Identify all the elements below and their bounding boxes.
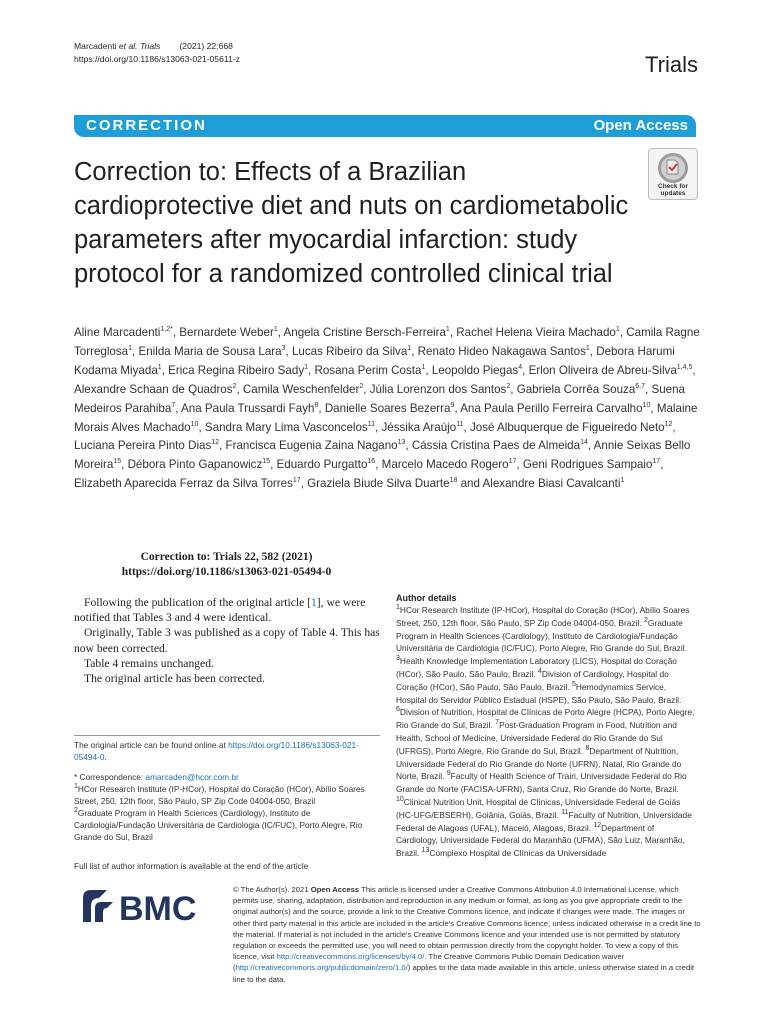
footnote-divider	[74, 735, 380, 736]
reference-link[interactable]: 1	[311, 596, 317, 609]
body-paragraph-4: The original article has been corrected.	[84, 672, 265, 686]
author	[74, 439, 219, 452]
cfu-line2: updates	[660, 190, 686, 197]
author-affiliation: 15	[262, 458, 271, 466]
author-name: Eduardo Purgatto	[276, 458, 368, 472]
aff1-num: 1	[74, 783, 78, 791]
author-name: Erlon Oliveira de Abreu-Silva	[528, 363, 677, 377]
full-author-info-note: Full list of author information is available at the end of the article	[74, 861, 309, 871]
author-name: Angela Cristine Bersch-Ferreira	[283, 326, 446, 339]
detail-affiliation-num: 6	[396, 706, 400, 714]
author-affiliation: 1	[157, 363, 162, 371]
correction-note	[74, 550, 379, 580]
author-name: Francisca Eugenia Zaina Nagano	[225, 439, 398, 453]
author-name: Jéssika Araújo	[381, 420, 457, 434]
detail-affiliation-text: Faculty of Health Science of Trairi, Universidade Federal do Rio Grande do Norte (FACISA-UFRN), Santa Cruz, Rio Grande do Norte, Brazil.	[396, 771, 687, 795]
author-name: Débora Pinto Gapanowicz	[127, 458, 263, 472]
correspondence-label: * Correspondence:	[74, 772, 146, 782]
author-affiliation: 1	[128, 345, 133, 353]
author-affiliation: 10	[642, 401, 651, 409]
author-affiliation: 17	[652, 458, 661, 466]
author-name: Gabriela Corrêa Souza	[516, 382, 636, 396]
detail-affiliation-text: Division of Cardiology, Hospital do Coração (HCor), São Paulo, São Paulo, Brazil.	[396, 668, 669, 692]
detail-affiliation-text: Post-Graduation Program in Food, Nutrition and Health, School of Medicine, Universidade Federal do Rio Grande do Sul (UFRGS), Porto Alegre, Rio Grande do Sul, Brazil.	[396, 720, 677, 756]
correspondence-email[interactable]: amarcaden@hcor.com.br	[145, 772, 239, 782]
detail-affiliation-num: 7	[495, 719, 500, 727]
detail-affiliation-num: 1	[396, 604, 400, 612]
author	[456, 326, 620, 339]
author	[381, 421, 463, 434]
author-name: Aline Marcadenti	[74, 326, 161, 339]
body-text	[74, 595, 380, 686]
footnote-affiliation-2	[74, 807, 380, 843]
author	[139, 345, 286, 358]
running-header	[74, 40, 240, 66]
original-article-link[interactable]: https://doi.org/10.1186/s13063-021-05494-0	[74, 740, 359, 762]
author-affiliation: 11	[456, 420, 464, 428]
license-statement	[233, 884, 701, 985]
author-name: Alexandre Biasi Cavalcanti	[482, 477, 621, 491]
detail-affiliation-num: 13	[421, 847, 430, 855]
check-for-updates-icon	[658, 153, 688, 183]
author-name: Ana Paula Perillo Ferreira Carvalho	[460, 401, 643, 415]
detail-affiliation-num: 3	[396, 655, 400, 663]
detail-affiliation-text: Department of Nutrition, Universidade Federal do Rio Grande do Norte (UFRN), Natal, Rio Grande do Norte, Brazil.	[396, 745, 682, 782]
detail-affiliation-num: 2	[644, 617, 648, 624]
author-name: Bernardete Weber	[179, 326, 274, 339]
detail-affiliation-text: Department of Cardiology, Universidade Federal do Maranhão (UFMA), São Luiz, Maranhão, Brazil.	[396, 822, 685, 859]
author-affiliation: 16	[367, 458, 376, 466]
detail-affiliation-text: Division of Nutrition, Hospital de Clínicas de Porto Alegre (HCPA), Porto Alegre, Rio Grande do Sul, Brazil.	[396, 707, 695, 731]
license-copyright: © The Author(s). 2021	[233, 885, 311, 894]
author-list: Aline Marcadenti$^{1,2*}$, Bernardete Weber$^1$, Angela Cristine Bersch-Ferreira$^1$, Rachel Helena Vieira Machado$^1$, Camila Ragne Torreglosa$^1$, Enilda Maria de Sousa Lara$^3$, Lucas Ribeiro da Silva$^1$, Renato Hideo Nakagawa Santos$^1$, Debora Harumi Kodama Miyada$^1$, Erica Regina Ribeiro Sady$^1$, Rosana Perim Costa$^1$, Leopoldo Piegas$^4$, Erlon Oliveira de Abreu-Silva$^{1,4,5}$, Alexandre Schaan de Quadros$^2$, Camila Weschenfelder$^2$, Júlia Lorenzon dos Santos$^2$, Gabriela Corrêa Souza$^{6,7}$, Suena Medeiros Parahiba$^7$, Ana Paula Trussardi Fayh$^8$, Danielle Soares Bezerra$^9$, Ana Paula Perillo Ferreira Carvalho$^{10}$, Malaine Morais Alves Machado$^{10}$, Sandra Mary Lima Vasconcelos$^{11}$, Jéssika Araújo$^{11}$, José Albuquerque de Figueiredo Neto$^{12}$, Luciana Pereira Pinto Dias$^{12}$, Francisca Eugenia Zaina Nagano$^{13}$, Cássia Cristina Paes de Almeida$^{14}$, Annie Seixas Bello Moreira$^{15}$, Débora Pinto Gapanowicz$^{15}$, Eduardo Purgatto$^{16}$, Marcelo Macedo Rogero$^{17}$, Geni Rodrigues Sampaio$^{17}$, Elizabeth Aparecida Ferraz da Silva Torres$^{17}$, Graziela Biude Silva Duarte$^{18}$ and Alexandre Biasi Cavalcanti$^1$	[74, 326, 700, 491]
authors-and: and	[460, 477, 480, 491]
author	[460, 402, 650, 415]
author	[483, 477, 625, 490]
header-doi[interactable]: https://doi.org/10.1186/s13063-021-05611-z	[74, 54, 240, 64]
header-etal: et al.	[118, 41, 138, 51]
aff2-text: Graduate Program in Health Sciences (Cardiology), Instituto de Cardiologia/Fundação Universitária de Cardiologia (IC/FUC), Porto Alegre, Rio Grande do Sul, Brazil	[74, 808, 363, 842]
detail-affiliation-text: Faculty of Nutrition, Universidade Federal de Alagoas (UFAL), Maceió, Alagoas, Brazil.	[396, 809, 692, 833]
aff2-num: 2	[74, 807, 78, 815]
author-name: Luciana Pereira Pinto Dias	[74, 439, 212, 453]
author	[325, 402, 455, 415]
author-affiliation: 1	[445, 326, 450, 334]
body-paragraph-2: Originally, Table 3 was published as a copy of Table 4. This has now been corrected.	[74, 626, 380, 655]
author-affiliation: 8	[314, 401, 319, 409]
author	[470, 421, 672, 434]
body-p1-b: ], we were notified that Tables 3 and 4 were identical.	[74, 596, 366, 625]
author-name: Ana Paula Trussardi Fayh	[181, 401, 315, 415]
author-affiliation: 9	[450, 401, 455, 409]
header-journal: Trials	[139, 41, 161, 51]
detail-affiliation-text: Health Knowledge Implementation Laboratory (LICS), Hospital do Coração (HCor), São Paulo, São Paulo, Brazil.	[396, 656, 677, 679]
author-name: José Albuquerque de Figueiredo Neto	[469, 420, 665, 434]
author-affiliation: 4	[518, 363, 523, 371]
author-affiliation: 15	[113, 458, 122, 466]
journal-logo-text: Trials	[645, 52, 698, 77]
detail-affiliation-num: 10	[396, 796, 404, 804]
author-name: Rosana Perim Costa	[314, 363, 422, 377]
author-affiliation: 17	[508, 458, 517, 466]
citation-line	[74, 40, 240, 53]
article-type-banner	[74, 115, 696, 137]
author	[370, 383, 511, 396]
author-affiliation: 1,4,5	[676, 363, 693, 371]
author-name: Cássia Cristina Paes de Almeida	[411, 439, 581, 453]
author	[205, 421, 375, 434]
bmc-logo-icon	[79, 884, 219, 928]
author-affiliation: 12	[664, 420, 673, 428]
author-affiliation: 1	[620, 477, 625, 485]
detail-affiliation-num: 5	[571, 680, 576, 688]
header-citation: (2021) 22:668	[179, 41, 233, 51]
original-suffix: .	[104, 752, 107, 762]
author-name: Júlia Lorenzon dos Santos	[369, 382, 507, 396]
cfu-line1: Check for	[658, 183, 688, 190]
author-affiliation: 1	[304, 363, 309, 371]
author	[74, 477, 301, 490]
license-link-cc0[interactable]: http://creativecommons.org/publicdomain/zero/1.0/	[235, 963, 408, 973]
article-title: Correction to: Effects of a Brazilian cardioprotective diet and nuts on cardiometabolic parameters after myocardial infarction: study protocol for a randomized controlled clinical trial	[74, 158, 629, 288]
author-name: Erica Regina Ribeiro Sady	[168, 363, 305, 377]
correction-citation: Correction to: Trials 22, 582 (2021)	[140, 551, 313, 563]
author-name: Marcelo Macedo Rogero	[381, 458, 509, 472]
bmc-logo-text: BMC	[119, 890, 197, 928]
author-affiliation: 1	[585, 345, 590, 353]
correction-doi[interactable]: https://doi.org/10.1186/s13063-021-05494-0	[121, 566, 332, 578]
author	[284, 326, 450, 339]
author-name: Sandra Mary Lima Vasconcelos	[204, 420, 368, 434]
author-name: Geni Rodrigues Sampaio	[522, 458, 653, 472]
detail-affiliation-num: 9	[446, 770, 451, 778]
author-affiliation: 1	[407, 345, 412, 353]
author	[292, 345, 411, 358]
author-name: Annie Seixas Bello Moreira	[74, 439, 691, 472]
author-name: Lucas Ribeiro da Silva	[291, 344, 408, 358]
detail-affiliation-text: Complexo Hospital de Clínicas da Universidade	[429, 848, 607, 859]
header-author: Marcadenti	[74, 41, 117, 51]
original-prefix: The original article can be found online at	[74, 740, 229, 750]
author-name: Leopoldo Piegas	[431, 363, 519, 377]
author	[412, 439, 588, 452]
author	[432, 364, 522, 377]
author	[523, 458, 660, 471]
aff1-text: HCor Research Institute (IP-HCor), Hospital do Coração (HCor), Abílio Soares Street, 250, 12th floor, São Paulo, SP Zip Code 04004-050, Brazil	[74, 784, 365, 806]
author-affiliation: 1,2*	[160, 326, 173, 334]
original-article-note	[74, 739, 380, 763]
author-affiliation: 17	[292, 477, 301, 485]
body-paragraph-1	[74, 595, 380, 625]
author	[517, 383, 645, 396]
correspondence-note	[74, 771, 380, 843]
author-affiliation: 2	[359, 382, 364, 390]
author-name: Renato Hideo Nakagawa Santos	[417, 344, 586, 358]
author-name: Debora Harumi Kodama Miyada	[74, 344, 675, 377]
author	[181, 402, 318, 415]
open-access-label: Open Access	[593, 117, 688, 134]
author	[74, 383, 236, 396]
author-affiliation: 13	[397, 439, 406, 447]
author	[128, 458, 271, 471]
author-affiliation: 18	[449, 477, 458, 485]
check-for-updates-badge[interactable]	[648, 148, 698, 200]
author-name: Enilda Maria de Sousa Lara	[138, 344, 282, 358]
license-open-access: Open Access	[310, 885, 360, 894]
author-affiliation: 1	[615, 326, 620, 334]
author	[226, 439, 406, 452]
detail-affiliation-num: 11	[561, 808, 569, 816]
detail-affiliation-text: Graduate Program in Health Sciences (Cardiology), Instituto de Cardiologia/Fundação Universitária de Cardiologia (IC/FUC), Porto Alegre, Rio Grande do Sul, Brazil.	[396, 617, 687, 654]
author-name: Malaine Morais Alves Machado	[74, 401, 698, 434]
author-affiliation: 14	[580, 439, 588, 447]
author-name: Danielle Soares Bezerra	[324, 401, 451, 415]
check-for-updates-text	[649, 183, 697, 197]
detail-affiliation-num: 4	[537, 668, 542, 676]
author-name: Suena Medeiros Parahiba	[74, 382, 685, 415]
correspondence-line	[74, 771, 380, 783]
author	[314, 364, 425, 377]
footnote-affiliation-1	[74, 783, 380, 807]
author	[529, 364, 693, 377]
author-name: Camila Ragne Torreglosa	[74, 326, 700, 358]
article-type-label: CORRECTION	[86, 117, 207, 134]
detail-affiliation-text: HCor Research Institute (IP-HCor), Hospital do Coração (HCor), Abílio Soares Street, 250, 12th floor, São Paulo, SP Zip Code 04004-050, Brazil.	[396, 605, 690, 628]
body-p1-a: Following the publication of the original article [	[84, 596, 311, 609]
author-affiliation: 11	[367, 420, 375, 428]
author	[382, 458, 517, 471]
author	[74, 326, 173, 339]
license-text-2: . The Creative Commons Public Domain Dedication waiver (	[233, 952, 625, 973]
detail-affiliation-text: Clinical Nutrition Unit, Hospital de Clínicas, Universidade Federal de Goiás (HC-UFG/EBSERH), Goiânia, Goiás, Brazil.	[396, 796, 681, 820]
detail-affiliation-num: 8	[585, 744, 590, 752]
author-affiliation: 3	[281, 345, 286, 353]
author-affiliation: 1	[421, 363, 426, 371]
author-name: Rachel Helena Vieira Machado	[456, 326, 616, 339]
detail-affiliation-num: 12	[593, 821, 602, 829]
author-affiliation: 7	[171, 401, 176, 409]
author-affiliation: 1	[273, 326, 278, 334]
author-name: Elizabeth Aparecida Ferraz da Silva Torres	[74, 477, 293, 491]
body-paragraph-3: Table 4 remains unchanged.	[84, 656, 214, 670]
author-affiliation: 2	[506, 382, 511, 390]
author-name: Graziela Biude Silva Duarte	[307, 477, 450, 491]
author-name: Camila Weschenfelder	[242, 382, 360, 396]
author-affiliation: 10	[190, 420, 199, 428]
author	[179, 326, 277, 339]
license-text-1: This article is licensed under a Creative Commons Attribution 4.0 International License, which permits use, sharing, adaptation, distribution and reproduction in any medium or format, as long as you give appropriate credit to the original author(s) and the source, provide a link to the Creative Commons licence, and indicate if changes were made. The images or other third party material in this article are included in the article's Creative Commons licence, unless indicated otherwise in a credit line to the material. If material is not included in the article's Creative Commons licence and your intended use is not permitted by statutory regulation or exceeds the permitted use, you will need to obtain permission directly from the copyright holder. To view a copy of this licence, visit	[233, 885, 701, 962]
license-text-3: ) applies to the data made available in this article, unless otherwise stated in a credit line to the data.	[233, 963, 695, 984]
license-link-cc-by[interactable]: http://creativecommons.org/licenses/by/4.0/	[276, 952, 425, 962]
author-details-heading: Author details	[396, 593, 457, 603]
author	[243, 383, 363, 396]
author-affiliation: 6,7	[635, 382, 646, 390]
author-affiliation: 2	[232, 382, 237, 390]
author-name: Alexandre Schaan de Quadros	[74, 382, 233, 396]
author-affiliation: 12	[211, 439, 220, 447]
author	[307, 477, 457, 490]
author	[168, 364, 308, 377]
author	[418, 345, 590, 358]
detail-affiliation-text: Hemodynamics Service, Hospital do Servidor Público Estadual (HSPE), São Paulo, São Paulo, Brazil.	[396, 681, 682, 705]
author-details-text	[396, 604, 698, 860]
author	[277, 458, 376, 471]
